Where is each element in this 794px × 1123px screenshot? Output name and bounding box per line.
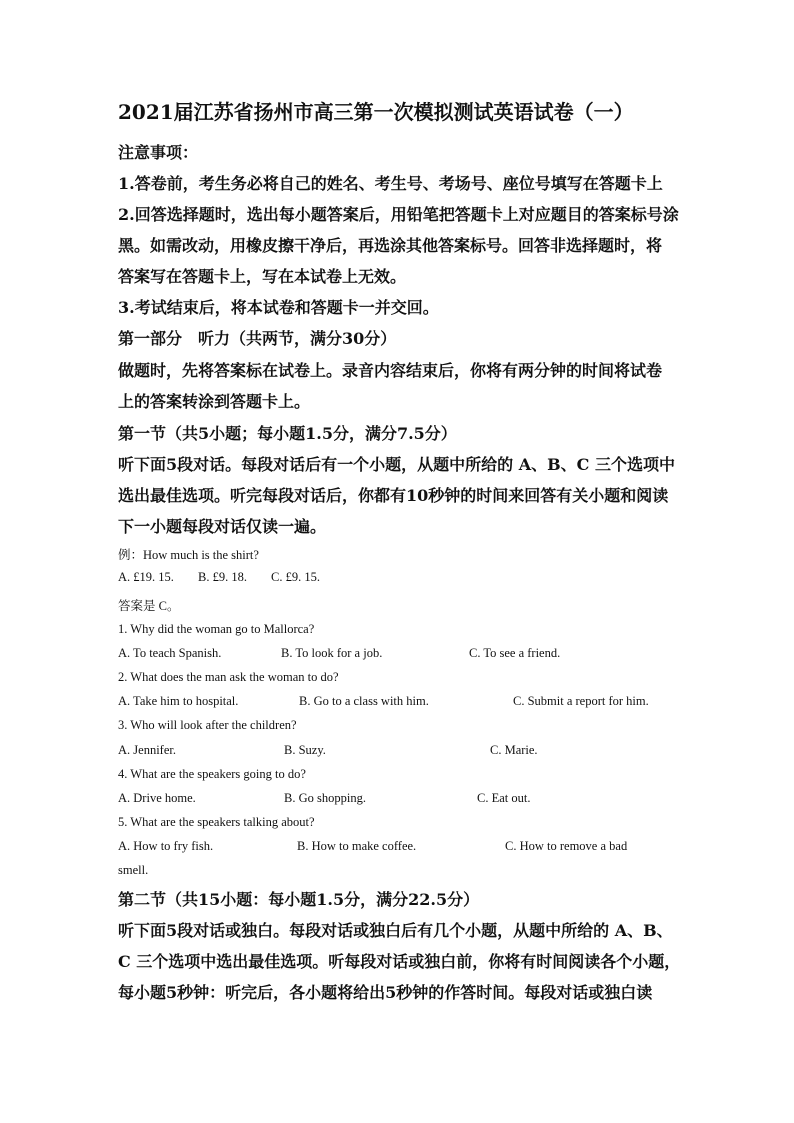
section1-heading: 第一节（共5小题；每小题1.5分，满分7.5分） [118,424,457,443]
question-4: 4. What are the speakers going to do? [118,767,306,781]
example-option-b: B. £9. 18. [198,570,247,584]
question-2-option-b: B. Go to a class with him. [299,694,429,708]
part1-intro-line-1: 做题时，先将答案标在试卷上。录音内容结束后，你将有两分钟的时间将试卷 [118,361,663,380]
note-2-line-3: 答案写在答题卡上，写在本试卷上无效。 [118,267,407,286]
section2-instructions-line-3: 每小题5秒钟：听完后，各小题将给出5秒钟的作答时间。每段对话或独白读 [118,983,653,1002]
question-4-option-b: B. Go shopping. [284,791,366,805]
question-3-option-b: B. Suzy. [284,743,326,757]
section1-instructions-line-1: 听下面5段对话。每段对话后有一个小题，从题中所给的 A、B、C 三个选项中 [118,455,675,474]
notes-heading: 注意事项： [118,143,199,162]
note-2-line-1: 2.回答选择题时，选出每小题答案后，用铅笔把答题卡上对应题目的答案标号涂 [118,205,679,224]
question-2: 2. What does the man ask the woman to do? [118,670,339,684]
question-4-option-c: C. Eat out. [477,791,531,805]
question-1-option-a: A. To teach Spanish. [118,646,222,660]
example-option-c: C. £9. 15. [271,570,320,584]
question-2-option-a: A. Take him to hospital. [118,694,239,708]
exam-title: 2021届江苏省扬州市高三第一次模拟测试英语试卷（一） [118,100,634,124]
section2-instructions-line-1: 听下面5段对话或独白。每段对话或独白后有几个小题，从题中所给的 A、B、 [118,921,673,940]
question-5-option-a: A. How to fry fish. [118,839,214,853]
section1-instructions-line-2: 选出最佳选项。听完每段对话后，你都有10秒钟的时间来回答有关小题和阅读 [118,486,669,505]
question-2-option-c: C. Submit a report for him. [513,694,649,708]
question-3: 3. Who will look after the children? [118,718,297,732]
question-1-option-c: C. To see a friend. [469,646,561,660]
note-2-line-2: 黑。如需改动，用橡皮擦干净后，再选涂其他答案标号。回答非选择题时，将 [118,236,663,255]
question-3-option-c: C. Marie. [490,743,538,757]
question-5: 5. What are the speakers talking about? [118,815,315,829]
example-answer: 答案是 C。 [118,599,180,613]
question-1: 1. Why did the woman go to Mallorca? [118,622,315,636]
question-3-option-a: A. Jennifer. [118,743,176,757]
section1-instructions-line-3: 下一小题每段对话仅读一遍。 [118,517,327,536]
question-5-option-c-continued: smell. [118,863,149,877]
question-1-option-b: B. To look for a job. [281,646,383,660]
part1-heading: 第一部分 听力（共两节，满分30分） [118,329,397,348]
question-4-option-a: A. Drive home. [118,791,196,805]
question-5-option-b: B. How to make coffee. [297,839,417,853]
note-1: 1.答卷前，考生务必将自己的姓名、考生号、考场号、座位号填写在答题卡上 [118,174,663,193]
question-5-option-c: C. How to remove a bad [505,839,628,853]
example-option-a: A. £19. 15. [118,570,174,584]
example-question: 例：How much is the shirt? [118,548,259,562]
section2-instructions-line-2: C 三个选项中选出最佳选项。听每段对话或独白前，你将有时间阅读各个小题， [118,952,681,971]
section2-heading: 第二节（共15小题：每小题1.5分，满分22.5分） [118,890,480,909]
part1-intro-line-2: 上的答案转涂到答题卡上。 [118,392,311,411]
note-3: 3.考试结束后，将本试卷和答题卡一并交回。 [118,298,439,317]
